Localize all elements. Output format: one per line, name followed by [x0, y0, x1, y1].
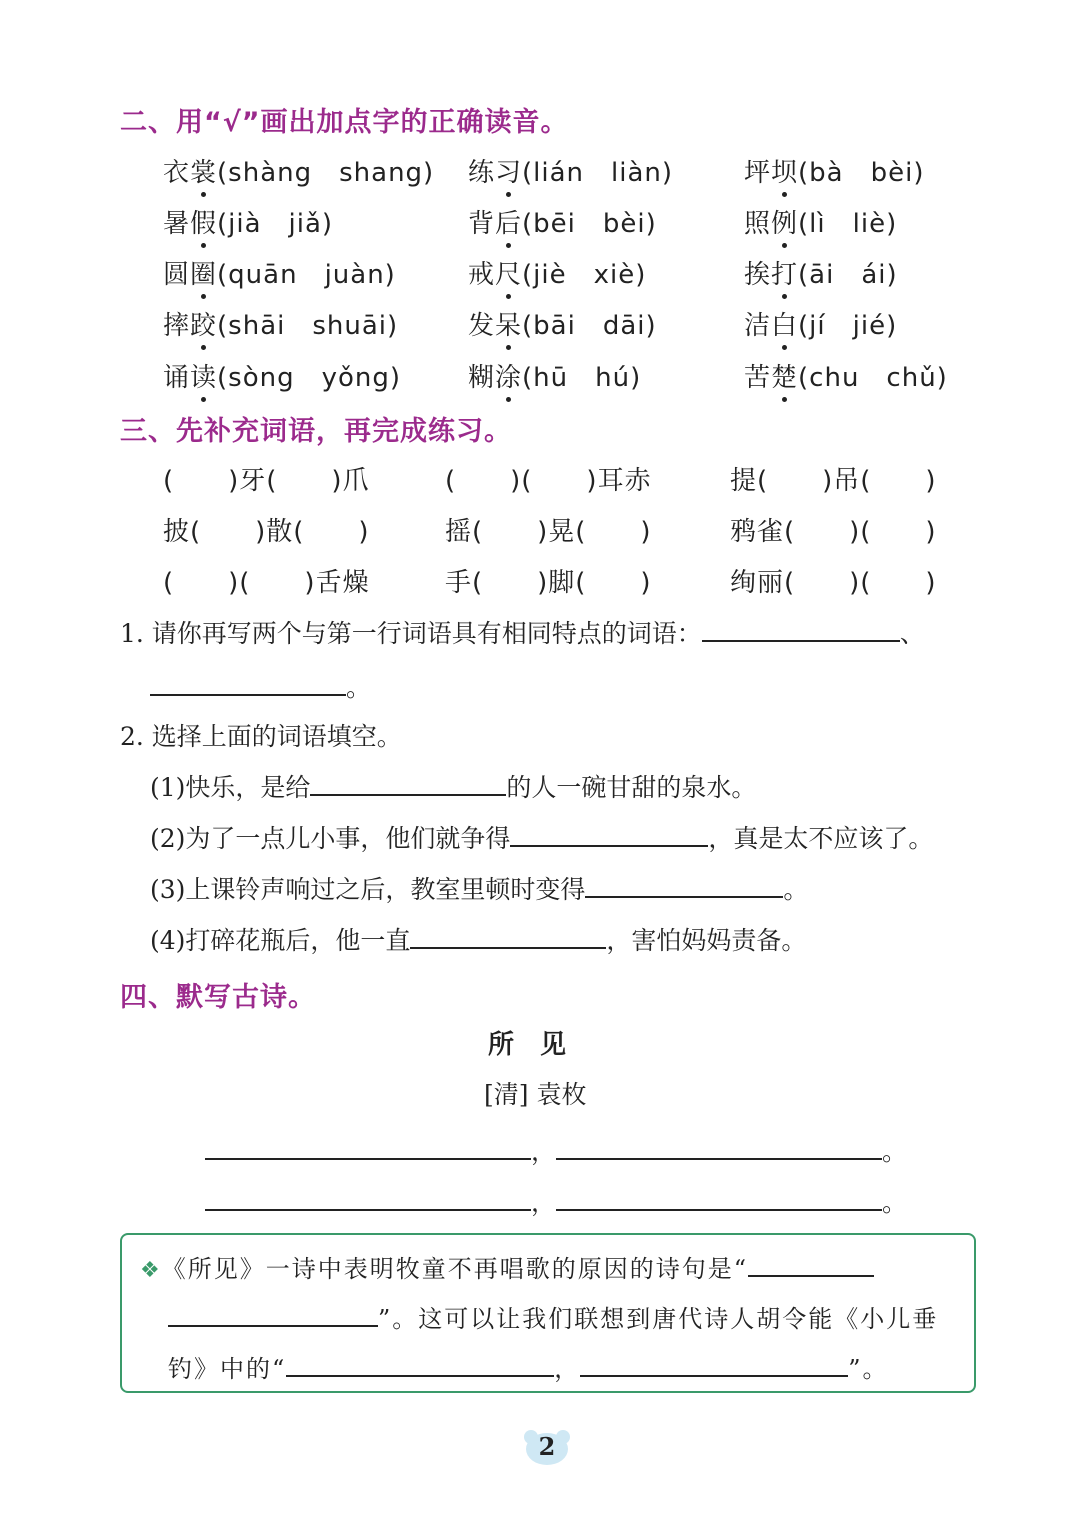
sentence-end: 。 — [783, 875, 809, 904]
char: 背 — [468, 209, 496, 239]
section-3-heading: 三、先补充词语，再完成练习。 — [120, 416, 512, 447]
pinyin-item — [744, 203, 897, 240]
pinyin-item — [468, 203, 657, 240]
fill-sentence — [150, 870, 808, 906]
idiom-blank-item[interactable]: 披( )散( ) — [163, 517, 370, 547]
char: 坪 — [744, 158, 772, 188]
dotted-char: 楚 — [771, 357, 798, 394]
box-line-1 — [140, 1249, 874, 1284]
pinyin-options[interactable]: (bēi bèi) — [522, 209, 657, 239]
section-2-heading: 二、用“√”画出加点字的正确读音。 — [120, 107, 569, 138]
page-number: 2 — [538, 1432, 556, 1461]
dotted-char: 裳 — [190, 152, 217, 189]
pinyin-options[interactable]: (bāi dāi) — [522, 311, 657, 341]
sentence-start: (4)打碎花瓶后，他一直 — [150, 926, 411, 955]
pinyin-options[interactable]: (āi ái) — [798, 260, 898, 290]
pinyin-options[interactable]: (lì liè) — [798, 209, 898, 239]
box-line-1-text: 《所见》一诗中表明牧童不再唱歌的原因的诗句是“ — [161, 1255, 749, 1283]
dotted-char: 呆 — [495, 305, 522, 342]
pinyin-item — [163, 305, 398, 342]
answer-blank[interactable] — [150, 672, 346, 696]
answer-blank[interactable] — [310, 772, 506, 796]
box-line-3-start: 钓》中的“ — [168, 1355, 287, 1383]
char: 暑 — [163, 209, 191, 239]
char: 练 — [468, 158, 496, 188]
sentence-start: (2)为了一点儿小事，他们就争得 — [150, 824, 511, 853]
pinyin-options[interactable]: (jí jié) — [798, 311, 898, 341]
separator: 、 — [899, 619, 925, 648]
page-number-badge — [522, 1428, 572, 1466]
pinyin-options[interactable]: (hū hú) — [522, 363, 642, 393]
question-1 — [120, 614, 925, 650]
pinyin-item — [468, 152, 673, 189]
dotted-char: 坝 — [771, 152, 798, 189]
char: 糊 — [468, 363, 496, 393]
comma: ， — [531, 1137, 557, 1166]
fill-sentence — [150, 768, 756, 804]
sentence-start: (1)快乐，是给 — [150, 773, 311, 802]
idiom-blank-item[interactable]: 绚丽( )( ) — [730, 568, 937, 598]
sentence-end: 的人一碗甘甜的泉水。 — [506, 773, 757, 802]
idiom-blank-item[interactable]: 提( )吊( ) — [730, 466, 937, 496]
pinyin-item — [468, 305, 657, 342]
sentence-start: (3)上课铃声响过之后，教室里顿时变得 — [150, 875, 586, 904]
dotted-char: 跤 — [190, 305, 217, 342]
idiom-blank-item[interactable]: 手( )脚( ) — [445, 568, 652, 598]
answer-blank[interactable] — [556, 1136, 882, 1160]
pinyin-options[interactable]: (shāi shuāi) — [217, 311, 399, 341]
poem-title: 所 见 — [488, 1030, 567, 1060]
answer-blank[interactable] — [286, 1353, 554, 1377]
dotted-char: 涂 — [495, 357, 522, 394]
pinyin-options[interactable]: (quān juàn) — [217, 260, 396, 290]
question-1-continued — [150, 668, 371, 704]
char: 苦 — [744, 363, 772, 393]
period: 。 — [882, 1188, 908, 1217]
answer-blank[interactable] — [556, 1187, 882, 1211]
dotted-char: 尺 — [495, 254, 522, 291]
dotted-char: 后 — [495, 203, 522, 240]
pinyin-options[interactable]: (jià jiǎ) — [217, 209, 334, 239]
pinyin-options[interactable]: (lián liàn) — [522, 158, 674, 188]
fill-sentence — [150, 921, 806, 957]
char: 衣 — [163, 158, 191, 188]
dotted-char: 习 — [495, 152, 522, 189]
pinyin-item — [468, 357, 641, 394]
pinyin-item — [744, 152, 924, 189]
char: 挨 — [744, 260, 772, 290]
fill-sentence — [150, 819, 933, 855]
idiom-blank-item[interactable]: ( )( )舌燥 — [163, 568, 370, 598]
pinyin-item — [744, 305, 897, 342]
answer-blank[interactable] — [168, 1303, 378, 1327]
question-2: 2. 选择上面的词语填空。 — [120, 722, 402, 751]
box-line-2-text: ”。这可以让我们联想到唐代诗人胡令能《小儿垂 — [378, 1305, 939, 1333]
dotted-char: 例 — [771, 203, 798, 240]
pinyin-item — [744, 357, 948, 394]
pinyin-options[interactable]: (sòng yǒng) — [217, 363, 402, 393]
sentence-end: ，真是太不应该了。 — [708, 824, 934, 853]
answer-blank[interactable] — [580, 1353, 848, 1377]
pinyin-options[interactable]: (bà bèi) — [798, 158, 925, 188]
idiom-blank-item[interactable]: 摇( )晃( ) — [445, 517, 652, 547]
char: 诵 — [163, 363, 191, 393]
answer-blank[interactable] — [510, 823, 708, 847]
period: 。 — [882, 1137, 908, 1166]
poem-line-2 — [205, 1183, 907, 1219]
answer-blank[interactable] — [205, 1136, 531, 1160]
dotted-char: 打 — [771, 254, 798, 291]
pinyin-item — [744, 254, 898, 291]
box-line-3 — [168, 1349, 889, 1384]
idiom-blank-item[interactable]: 鸦雀( )( ) — [730, 517, 937, 547]
pinyin-options[interactable]: (chu chǔ) — [798, 363, 948, 393]
box-line-2 — [168, 1299, 938, 1334]
pinyin-item — [163, 203, 333, 240]
section-4-heading: 四、默写古诗。 — [120, 982, 316, 1013]
dotted-char: 假 — [190, 203, 217, 240]
answer-blank[interactable] — [702, 618, 900, 642]
pinyin-options[interactable]: (jiè xiè) — [522, 260, 647, 290]
period: 。 — [346, 673, 372, 702]
char: 洁 — [744, 311, 772, 341]
char: 发 — [468, 311, 496, 341]
char: 圆 — [163, 260, 191, 290]
poem-line-1 — [205, 1132, 907, 1168]
pinyin-options[interactable]: (shàng shang) — [217, 158, 435, 188]
sentence-end: ，害怕妈妈责备。 — [606, 926, 807, 955]
dotted-char: 读 — [190, 357, 217, 394]
dotted-char: 白 — [771, 305, 798, 342]
poem-author: [清] 袁枚 — [484, 1080, 587, 1109]
idiom-blank-item[interactable]: ( )( )耳赤 — [445, 466, 652, 496]
dotted-char: 圈 — [190, 254, 217, 291]
pinyin-item — [468, 254, 646, 291]
pinyin-item — [163, 357, 401, 394]
char: 摔 — [163, 311, 191, 341]
answer-blank[interactable] — [585, 874, 783, 898]
char: 戒 — [468, 260, 496, 290]
comma: ， — [531, 1188, 557, 1217]
question-1-label: 1. 请你再写两个与第一行词语具有相同特点的词语： — [120, 619, 702, 648]
answer-blank[interactable] — [748, 1253, 874, 1277]
answer-blank[interactable] — [205, 1187, 531, 1211]
answer-blank[interactable] — [410, 925, 606, 949]
char: 照 — [744, 209, 772, 239]
diamond-icon: ❖ — [140, 1258, 162, 1283]
box-line-3-end: ”。 — [848, 1355, 889, 1383]
extension-question-box — [120, 1233, 976, 1393]
idiom-blank-item[interactable]: ( )牙( )爪 — [163, 466, 370, 496]
comma: ， — [554, 1355, 581, 1383]
pinyin-item — [163, 152, 434, 189]
pinyin-item — [163, 254, 396, 291]
